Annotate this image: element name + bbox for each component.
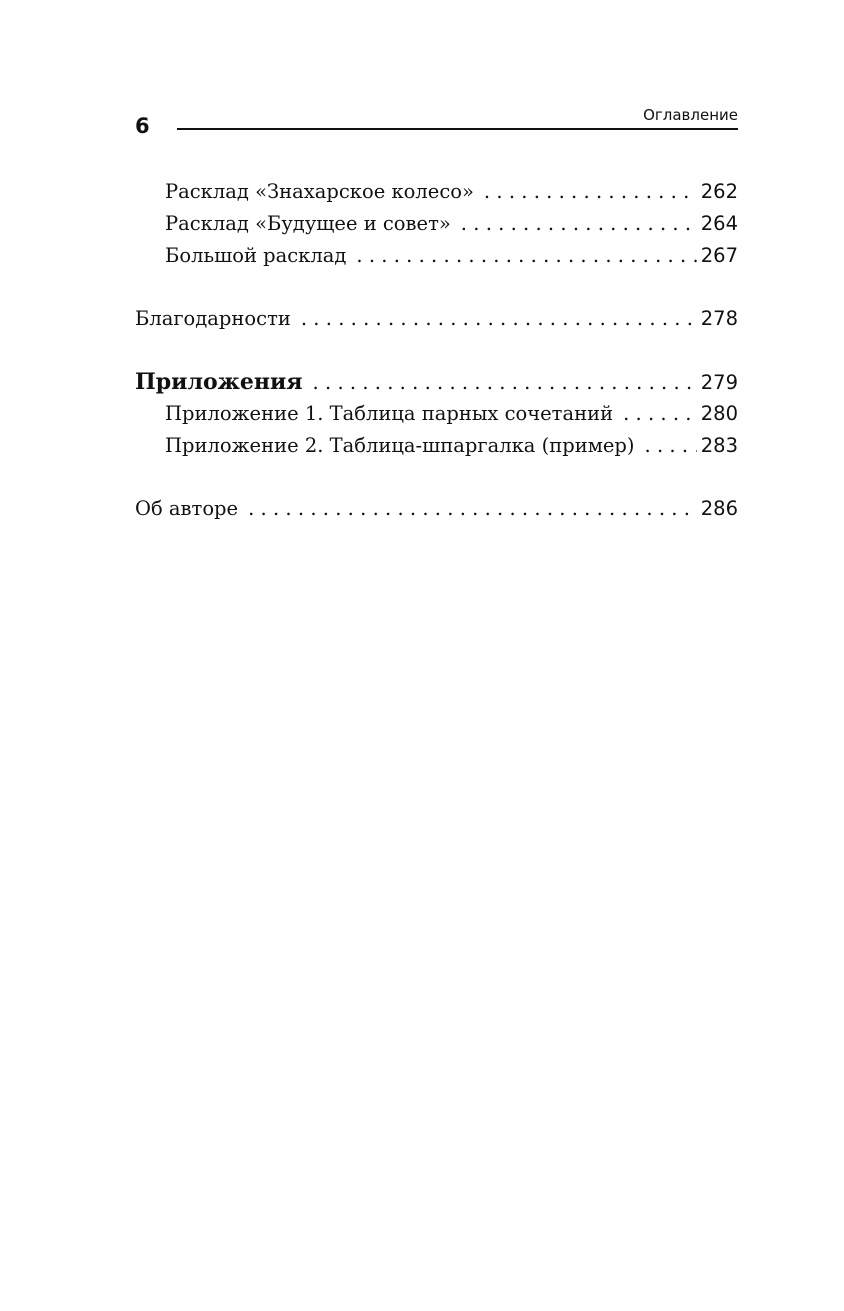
dot-leader [301, 303, 697, 335]
toc-entry-title: Приложение 2. Таблица-шпаргалка (пример) [165, 434, 635, 457]
toc-entry-page: 286 [700, 497, 738, 520]
toc-entry-page: 279 [700, 371, 738, 394]
dot-leader [248, 493, 697, 525]
dot-leader [356, 240, 696, 272]
toc-entry-page: 267 [700, 244, 738, 267]
toc-entry-bolshoy-rasklad[interactable] [135, 240, 738, 272]
page-number: 6 [135, 114, 150, 138]
toc-entry-prilozhenie-1[interactable] [135, 398, 738, 430]
header-rule [177, 128, 738, 130]
toc-entry-page: 278 [700, 307, 738, 330]
toc-entry-title: Благодарности [135, 307, 291, 330]
toc-entry-znakharskoe-koleso[interactable] [135, 176, 738, 208]
running-title: Оглавление [643, 106, 738, 124]
toc-entry-ob-avtore[interactable] [135, 493, 738, 525]
toc-entry-title: Об авторе [135, 497, 239, 520]
toc-entry-blagodarnosti[interactable] [135, 303, 738, 335]
toc-entry-prilozheniya[interactable] [135, 366, 738, 398]
dot-leader [645, 430, 697, 462]
toc-entry-prilozhenie-2[interactable] [135, 430, 738, 462]
dot-leader [623, 398, 697, 430]
toc-entry-page: 283 [700, 434, 738, 457]
toc-entry-page: 264 [700, 212, 738, 235]
toc-entry-title: Расклад «Знахарское колесо» [165, 180, 474, 203]
toc-entry-title: Большой расклад [165, 244, 347, 267]
toc-entry-page: 280 [700, 402, 738, 425]
toc-entry-title: Расклад «Будущее и совет» [165, 212, 451, 235]
dot-leader [461, 208, 697, 240]
table-of-contents [135, 176, 738, 525]
toc-entry-title: Приложения [135, 369, 303, 395]
toc-entry-title: Приложение 1. Таблица парных сочетаний [165, 402, 614, 425]
dot-leader [313, 367, 697, 399]
toc-entry-page: 262 [700, 180, 738, 203]
dot-leader [484, 176, 697, 208]
toc-entry-budushchee-i-sovet[interactable] [135, 208, 738, 240]
